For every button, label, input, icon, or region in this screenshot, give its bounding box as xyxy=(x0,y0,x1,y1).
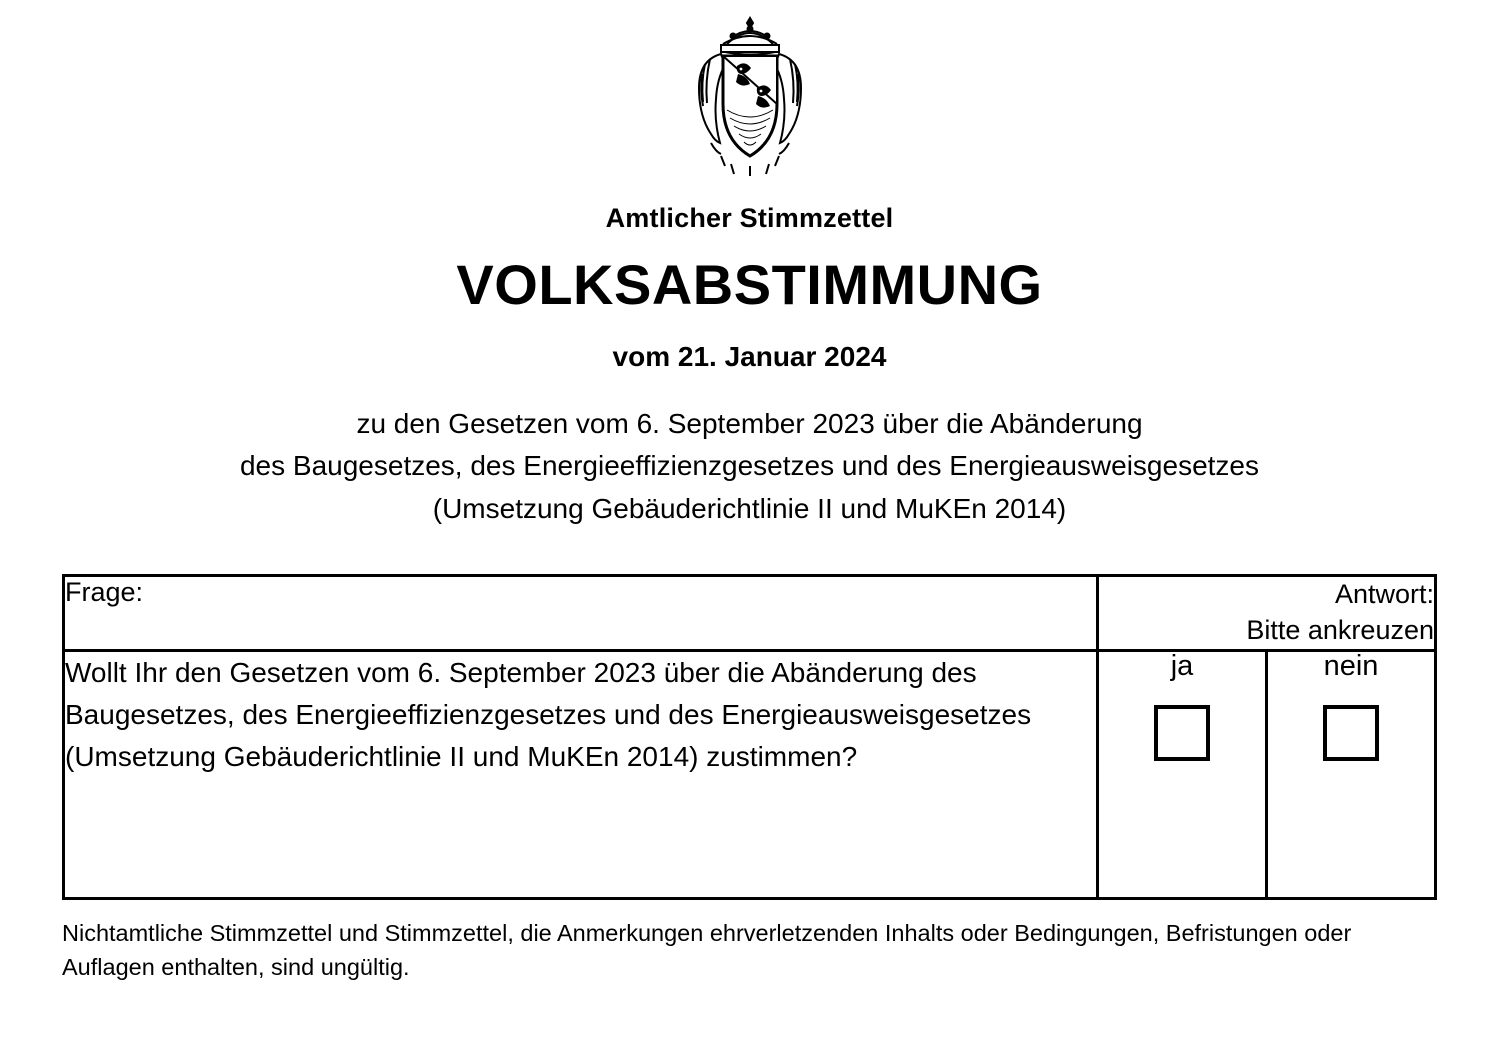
answer-header-line-2: Bitte ankreuzen xyxy=(1246,615,1434,646)
question-text: Wollt Ihr den Gesetzen vom 6. September 2023 über die Abänderung des Baugesetzes, des Energieeffizienzgesetzes und des Energieausweisgesetzes (Umsetzung Gebäuderichtlinie II und MuKEn 2014) zustimmen? xyxy=(64,650,1098,898)
law-reference xyxy=(0,403,1499,531)
ballot-table xyxy=(62,574,1437,899)
option-yes-checkbox[interactable] xyxy=(1154,705,1210,761)
option-no[interactable] xyxy=(1267,650,1436,898)
table-question-row xyxy=(64,650,1436,898)
option-no-checkbox[interactable] xyxy=(1323,705,1379,761)
liechtenstein-coat-of-arms-icon xyxy=(675,14,825,189)
option-no-label: nein xyxy=(1323,649,1379,682)
header-block xyxy=(0,203,1499,530)
question-column-header: Frage: xyxy=(64,576,1098,650)
answer-column-header xyxy=(1098,576,1436,650)
crest-container xyxy=(0,0,1499,189)
option-yes-label: ja xyxy=(1170,649,1194,682)
page-title: VOLKSABSTIMMUNG xyxy=(456,253,1043,316)
option-yes[interactable] xyxy=(1098,650,1267,898)
law-reference-line-3: (Umsetzung Gebäuderichtlinie II und MuKEn 2014) xyxy=(432,492,1067,524)
official-ballot-label: Amtlicher Stimmzettel xyxy=(605,203,894,233)
footnote-text: Nichtamtliche Stimmzettel und Stimmzettel, die Anmerkungen ehrverletzenden Inhalts oder Bedingungen, Befristungen oder Auflagen enthalten, sind ungültig. xyxy=(62,919,1352,980)
ballot-date: vom 21. Januar 2024 xyxy=(612,340,887,372)
law-reference-line-1: zu den Gesetzen vom 6. September 2023 über die Abänderung xyxy=(356,407,1143,439)
table-header-row xyxy=(64,576,1436,650)
answer-header-line-1: Antwort: xyxy=(1334,579,1434,610)
law-reference-line-2: des Baugesetzes, des Energieeffizienzgesetzes und des Energieausweisgesetzes xyxy=(239,450,1260,482)
